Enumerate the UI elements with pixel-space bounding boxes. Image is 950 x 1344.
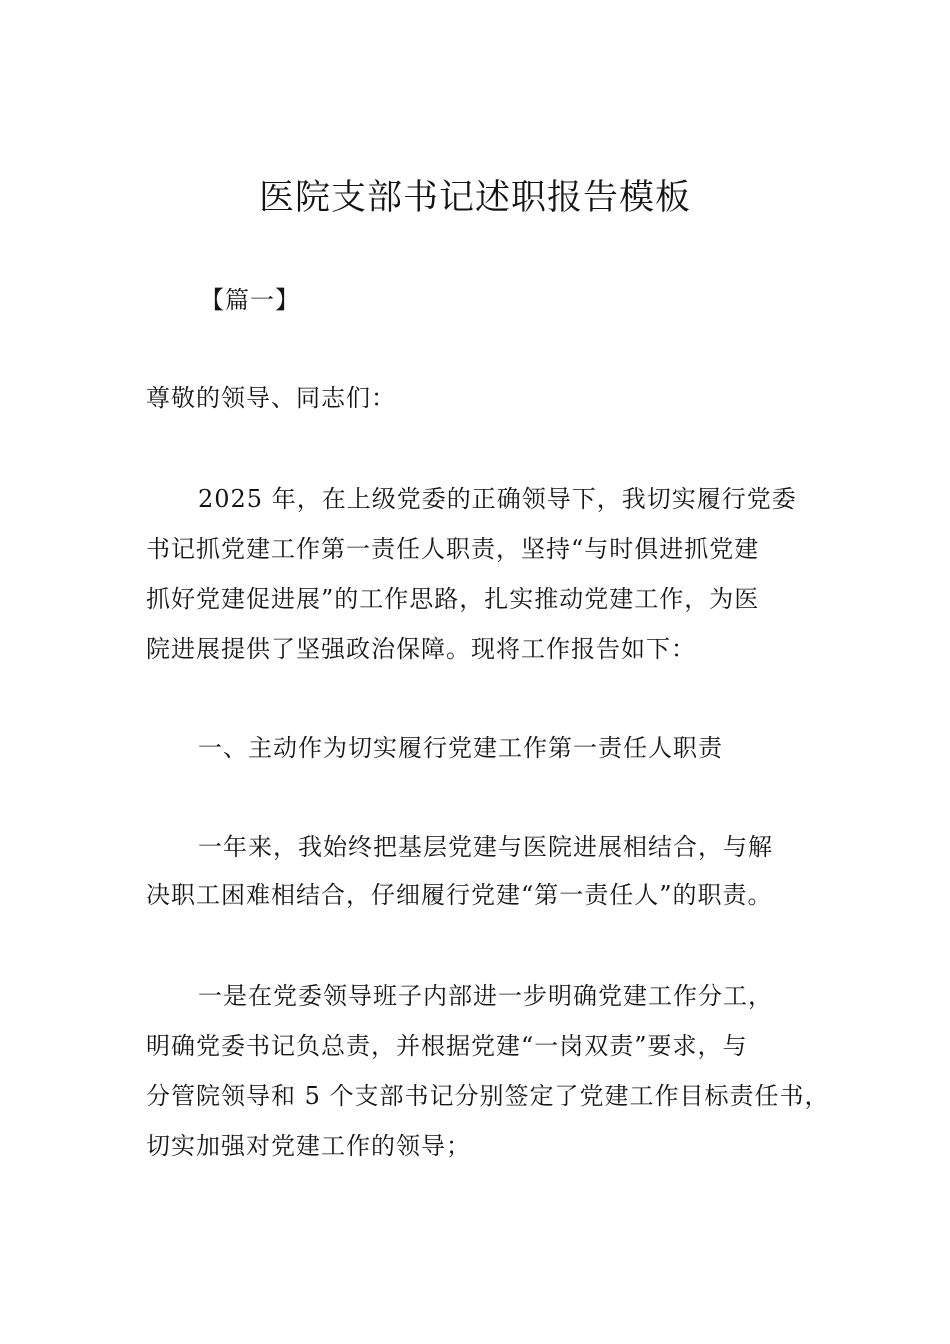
paragraph-line: 分管院领导和 5 个支部书记分别签定了党建工作目标责任书，	[146, 1082, 830, 1110]
paragraph-line: 切实加强对党建工作的领导；	[146, 1132, 471, 1160]
paragraph-line: 院进展提供了坚强政治保障。现将工作报告如下：	[146, 635, 696, 663]
paragraph-line: 抓好党建促进展”的工作思路，扎实推动党建工作，为医	[146, 585, 760, 613]
section-heading: 一、主动作为切实履行党建工作第一责任人职责	[198, 734, 723, 762]
paragraph-line: 一是在党委领导班子内部进一步明确党建工作分工，	[198, 982, 773, 1010]
section-label: 【篇一】	[200, 286, 300, 314]
paragraph-line: 2025 年，在上级党委的正确领导下，我切实履行党委	[198, 485, 797, 513]
paragraph-line: 明确党委书记负总责，并根据党建“一岗双责”要求，与	[146, 1032, 748, 1060]
paragraph-line: 一年来，我始终把基层党建与医院进展相结合，与解	[198, 833, 773, 861]
document-title: 医院支部书记述职报告模板	[258, 178, 691, 218]
paragraph-line: 决职工困难相结合，仔细履行党建“第一责任人”的职责。	[146, 881, 773, 909]
salutation: 尊敬的领导、同志们：	[146, 384, 396, 412]
paragraph-line: 书记抓党建工作第一责任人职责，坚持“与时俱进抓党建	[146, 535, 760, 563]
